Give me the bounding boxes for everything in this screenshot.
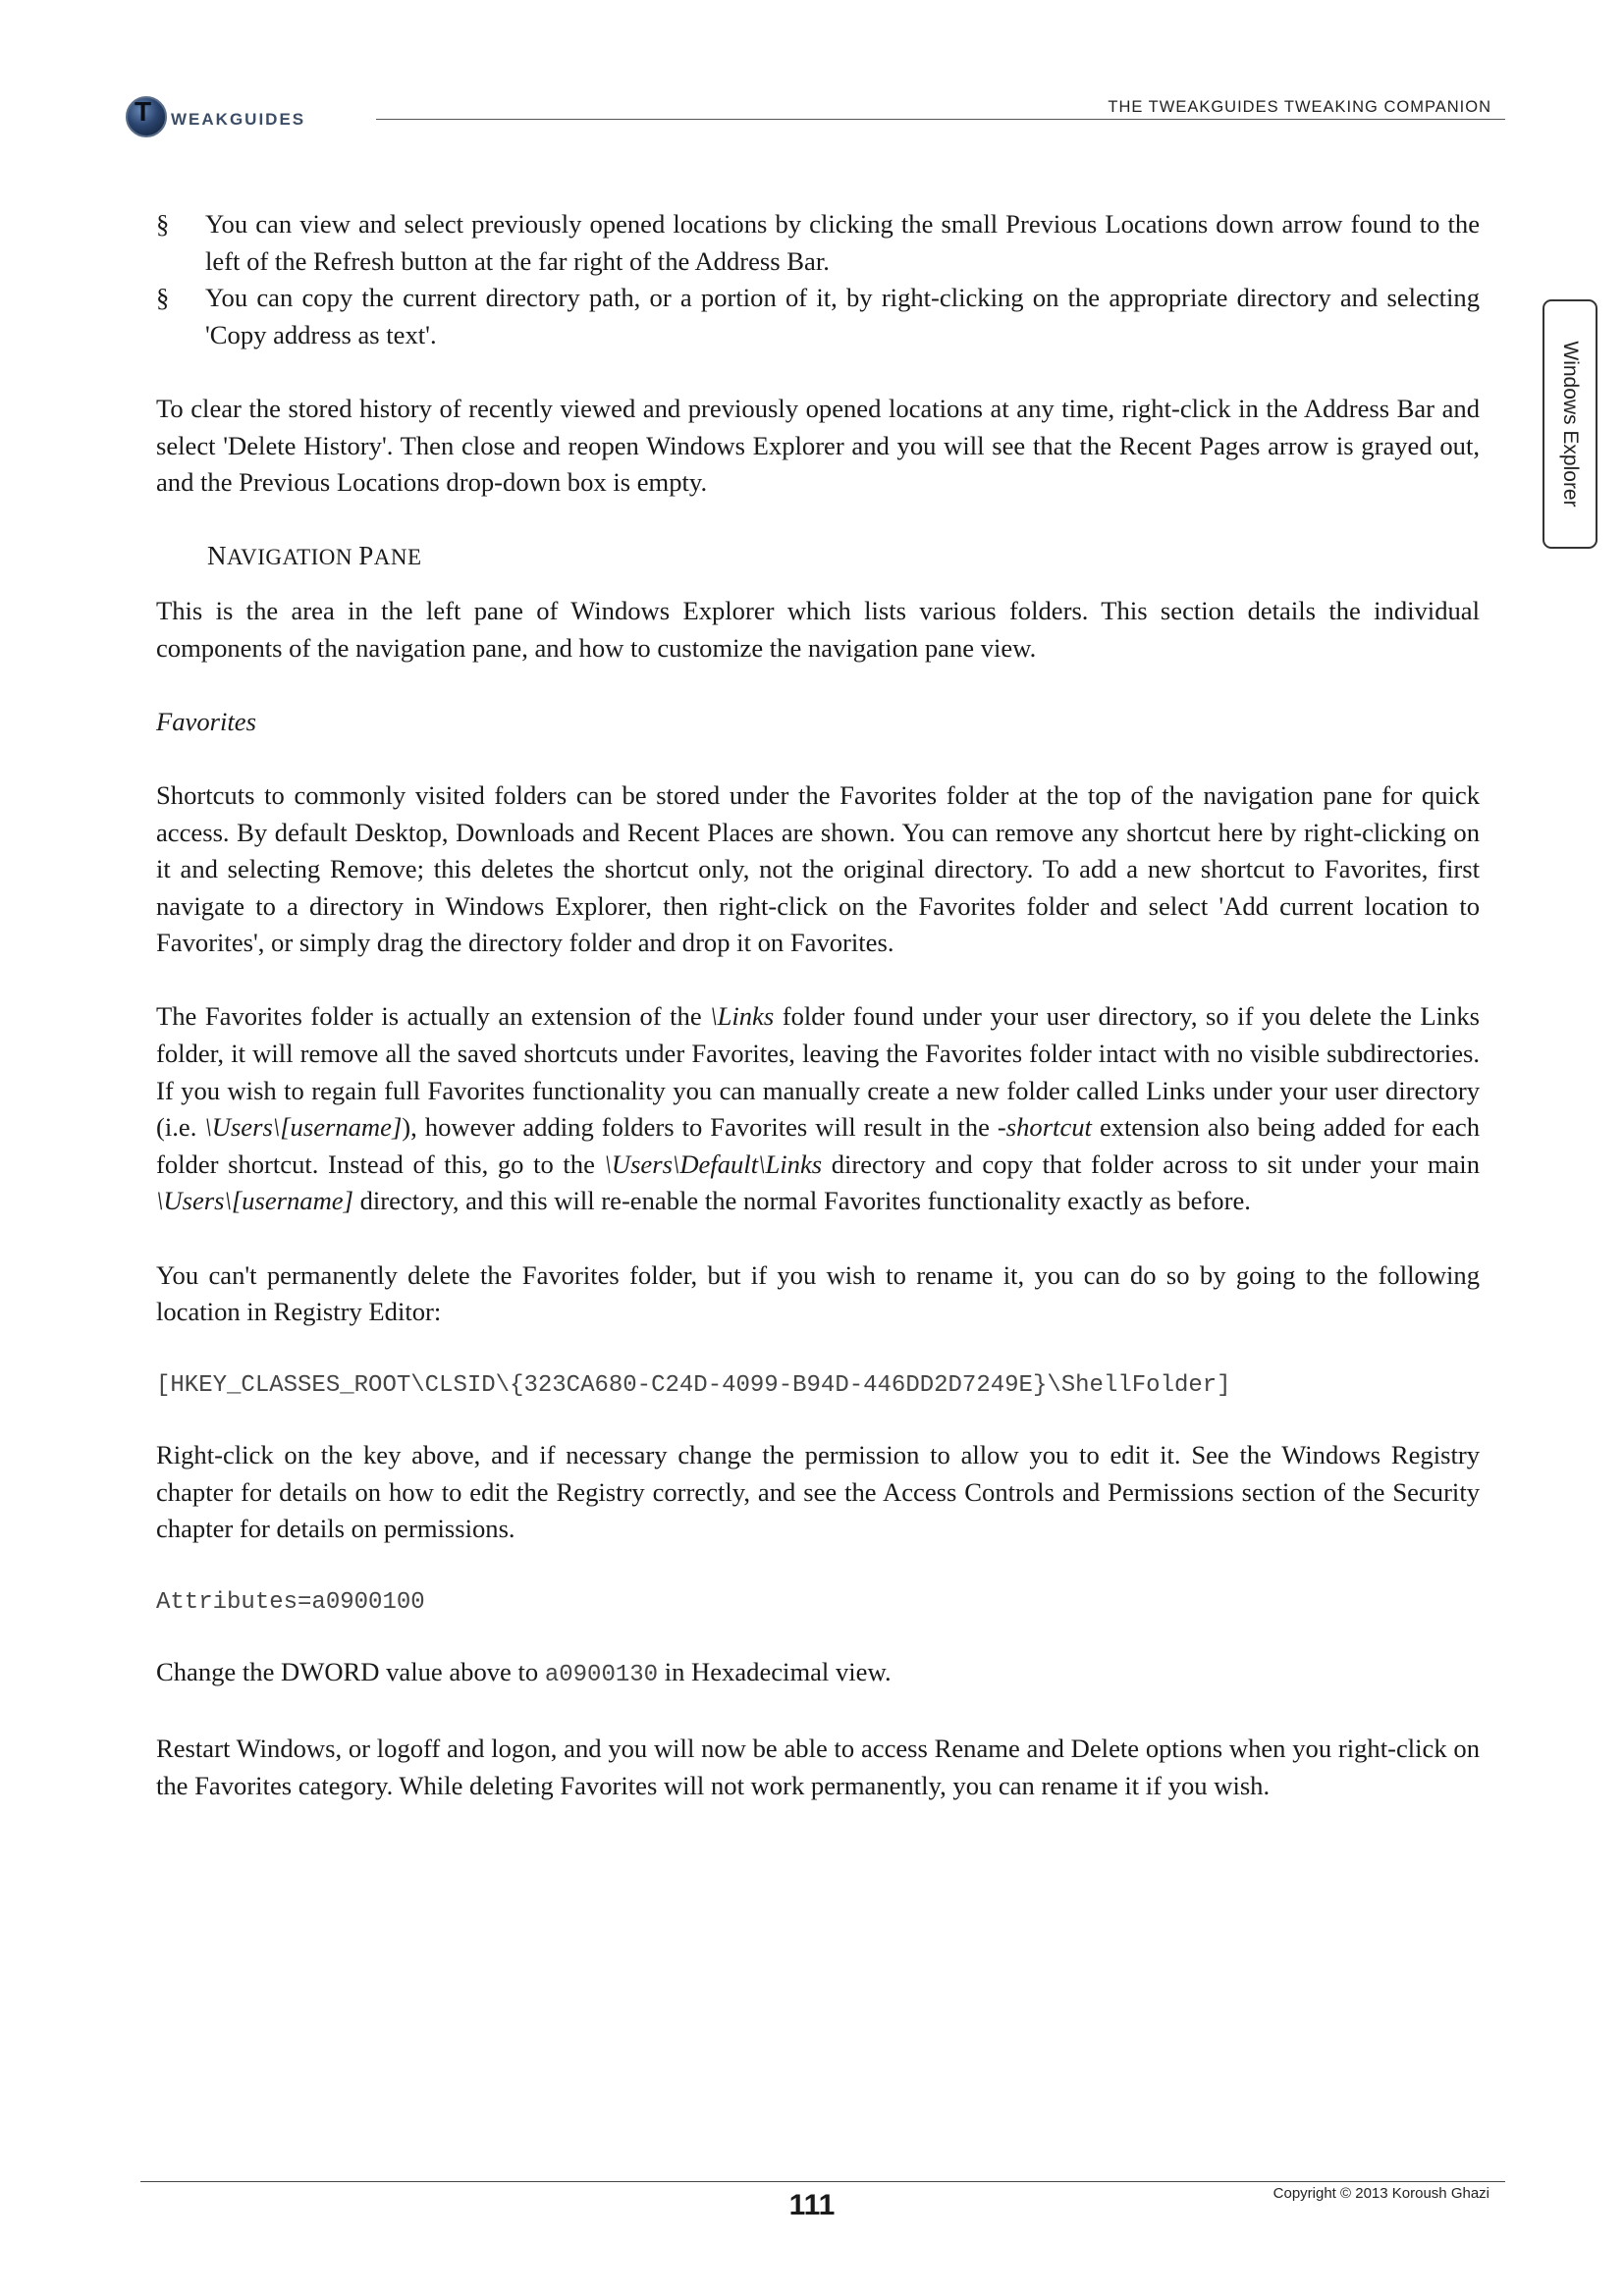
copyright-notice: Copyright © 2013 Koroush Ghazi [1272,2185,1489,2202]
paragraph-navigation-intro: This is the area in the left pane of Windows Explorer which lists various folders. This section details the individual components of the navigation pane, and how to customize the navigation pane view. [156,595,1480,663]
paragraph-restart-windows: Restart Windows, or logoff and logon, and you will now be able to access Rename and Delete options when you right-click on the Favorites category. While deleting Favorites will not work permanently, you can rename it if you wish. [156,1734,1480,1800]
tips-bullet-list [156,206,1480,353]
header-divider [376,119,1505,120]
section-heading-navigation-pane: NAVIGATION PANE [207,541,422,571]
page-content [156,206,1480,1842]
paragraph-permissions: Right-click on the key above, and if necessary change the permission to allow you to edit it. See the Windows Registry chapter for details on how to edit the Registry correctly, and see the Access Controls and Permissions section of the Security chapter for details on permissions. [156,1440,1480,1544]
paragraph-favorites-shortcuts: Shortcuts to commonly visited folders can be stored under the Favorites folder at the top of the navigation pane for quick access. By default Desktop, Downloads and Recent Places are shown. You can remove any shortcut here by right-clicking on it and selecting Remove; this deletes the shortcut only, not the original directory. To add a new shortcut to Favorites, first navigate to a directory in Windows Explorer, then right-click on the Favorites folder and select 'Add current location to Favorites', or simply drag the directory folder and drop it on Favorites. [156,779,1480,958]
header-title: THE TWEAKGUIDES TWEAKING COMPANION [1108,98,1491,116]
page-number: 111 [788,2189,836,2221]
section-mark-icon: § [156,209,170,239]
paragraph-change-dword: Change the DWORD value above to a0900130 in Hexadecimal view. [156,1656,892,1688]
footer-divider [140,2181,1505,2182]
paragraph-clear-history: To clear the stored history of recently viewed and previously opened locations at any time, right-click in the Address Bar and select 'Delete History'. Then close and reopen Windows Explorer and you will see that the Recent Pages arrow is grayed out, and the Previous Locations drop-down box is empty. [156,393,1480,498]
paragraph-rename-favorites: You can't permanently delete the Favorites folder, but if you wish to rename it, you can do so by going to the following location in Registry Editor: [156,1259,1480,1327]
tweakguides-logo [126,94,361,141]
paragraph-favorites-links-folder: The Favorites folder is actually an extension of the \Links folder found under your user directory, so if you delete the Links folder, it will remove all the saved shortcuts under Favorites, leaving the Favorites folder intact with no visible subdirectories. If you wish to regain full Favorites functionality you can manually create a new folder called Links under your user directory (i.e. \Users\[username]), however adding folders to Favorites will result in the -shortcut extension also being added for each folder shortcut. Instead of this, go to the \Users\Default\Links directory and copy that folder across to sit under your main \Users\[username] directory, and this will re-enable the normal Favorites functionality exactly as before. [156,1001,1481,1216]
list-item [156,206,1480,280]
section-mark-icon: § [156,283,170,313]
page-header [126,94,1505,143]
list-item-text: You can view and select previously opened locations by clicking the small Previous Locations down arrow found to the left of the Refresh button at the far right of the Address Bar. [205,209,1480,276]
chapter-side-tab-label: Windows Explorer [1559,341,1582,507]
registry-key-code: [HKEY_CLASSES_ROOT\CLSID\{323CA680-C24D-4099-B94D-446DD2D7249E}\ShellFolder] [156,1372,1231,1400]
logo-letter: T [135,96,152,127]
attributes-value-code: Attributes=a0900100 [156,1589,425,1617]
list-item [156,280,1480,353]
inline-code-value: a0900130 [544,1661,659,1688]
logo-text: WEAKGUIDES [171,110,306,129]
chapter-side-tab [1543,299,1597,549]
subheading-favorites: Favorites [156,706,256,736]
list-item-text: You can copy the current directory path, or a portion of it, by right-clicking on the appropriate directory and selecting 'Copy address as text'. [205,283,1480,349]
